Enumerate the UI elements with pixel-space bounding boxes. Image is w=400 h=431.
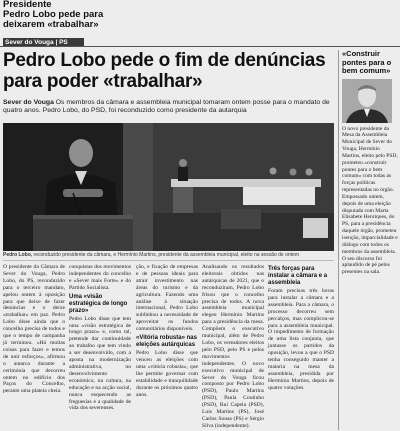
col3-text-a: ção, e fixação de empresas e de pessoas ideais para atrair investimento nas áreas do turismo e da agricultura. Fazendo uma análise à situação internacional, Pedro Lobo sublinhou a necessidade de aproveitar os fundos comunitários disponíveis. [136,264,198,333]
body-column-5 [268,264,334,392]
col5-subhead: Três forças para instalar a câmara e a assembleia [268,266,328,286]
body-column-1 [3,264,65,395]
col5-text: Foram precisas três horas para instalar a câmara e a assembleia. Para a câmara, o processo decorreu sem percalços, mas complicou-se para a assembleia municipal. O impedimento de formação de uma lista conjunta, que juntasse os partidos da oposição, levou a que o PSD tenha conseguido manter a maioria na mesa da assembleia, presidida por Hermínio Martins, depois de quatro votações. [268,288,334,391]
photo-illustration [3,123,334,251]
header-title: Pedro Lobo pede para deixarem «trabalhar» [3,9,104,30]
sidebar-portrait [342,79,392,123]
body-column-4 [202,264,264,430]
col2-text-b: Pedro Lobo disse que tem uma «visão estratégica de longo prazo» e, como tal, pretende dar continuidade ao trabalho que tem vindo a ser desenvolvido, com a aposta na modernização administrativa, no desenvolvimento económico, na cultura, na educação e na acção social, nunca esquecendo as freguesias e a qualidade de vida dos severenses. [69,315,131,412]
photo-caption [3,252,334,258]
col2-text-a: conquistas dos movimentos independentes do concelho e «Sever mais Forte» e do Partido Socialista. [69,264,131,291]
article-kicker: Presidente [3,0,52,10]
caption-divider [3,260,334,261]
lead-place: Sever do Vouga [3,99,54,106]
top-divider [0,46,400,47]
portrait-illustration [342,79,392,123]
sidebar-text: O novo presidente da Mesa da Assembleia Municipal de Sever do Vouga, Hermínio Martins, eleito pelo PSD, prometeu «construir pontes para o bem comum» com todas as forças políticas representadas no órgão. Empossado ontem, depois de uma eleição disputada com Marta Elisabete Henriques, do PS, para a presidência daquele órgão, prometeu isenção, imparcialidade e diálogo com todos os membros da assembleia. O seu discurso foi aplaudido de pé pelos presentes na sala. [342,125,398,276]
sidebar [342,50,398,276]
col4-text: Analisando os resultados eleitorais obtidos nas autárquicas de 2021, que o reconduziram, Pedro Lobo frisou que o concelho precisa de todos. A nova assembleia municipal elegeu Hermínio Martins para a presidência da mesa. Compõem o executivo municipal, além de Pedro Lobo, os vereadores eleitos pelo PSD, pelo PS e pelos movimentos independentes. O novo executivo municipal de Sever do Vouga ficou composto por Pedro Lobo (PSD), Paulo Martins (PSD), Paula Coutinho (PSD), Rui Capela (PSD), Luís Martins (PS), José Carlos Sousa (PS) e Sérgio Silva (independente). [202,264,264,429]
lead-paragraph [3,99,333,116]
col3-text-b: Pedro Lobo disse que venceu as eleições com uma «vitória robusta», que lhe permite governar com estabilidade e tranquilidade durante os próximos quatro anos. [136,350,198,398]
caption-text: reconduzido presidente da câmara, e Hermínio Martins, presidente da assembleia municipal, eleito na sessão de ontem [32,252,299,258]
headline: Pedro Lobo pede o fim de denúncias para poder «trabalhar» [3,50,326,92]
col2-subhead: Uma «visão estratégica de longo prazo» [69,293,128,314]
section-tag: Sever do Vouga | PS [3,38,84,47]
main-photo [3,123,334,251]
lead-text: Os membros da câmara e assembleia municipal tomaram ontem posse para o mandato de quatro anos. Pedro Lobo, do PSD, foi reconduzido como presidente da autarquia [3,99,330,115]
body-column-2 [69,264,131,412]
col1-text: O presidente da Câmara de Sever do Vouga, Pedro Lobo, do PS, reconduzido para o terceiro mandato, apelou ontem à oposição para que deixe de fazer denúncias e o deixe «trabalhar» em paz. Pedro Lobo disse ainda que o concelho precisa de todos e que o tempo de campanha já terminou. «Há muitas coisas para fazer e temos de unir esforços», afirmou o autarca durante a cerimónia que decorreu ontem no edifício dos Paços do Concelho, perante uma plateia cheia. [3,264,65,395]
body-column-3 [136,264,198,398]
sidebar-divider [338,50,339,430]
sidebar-title: «Construir pontes para o bem comum» [342,49,392,75]
col3-subhead: «Vitória robusta» nas eleições autárquicas [136,335,197,349]
caption-name: Pedro Lobo, [3,252,33,258]
